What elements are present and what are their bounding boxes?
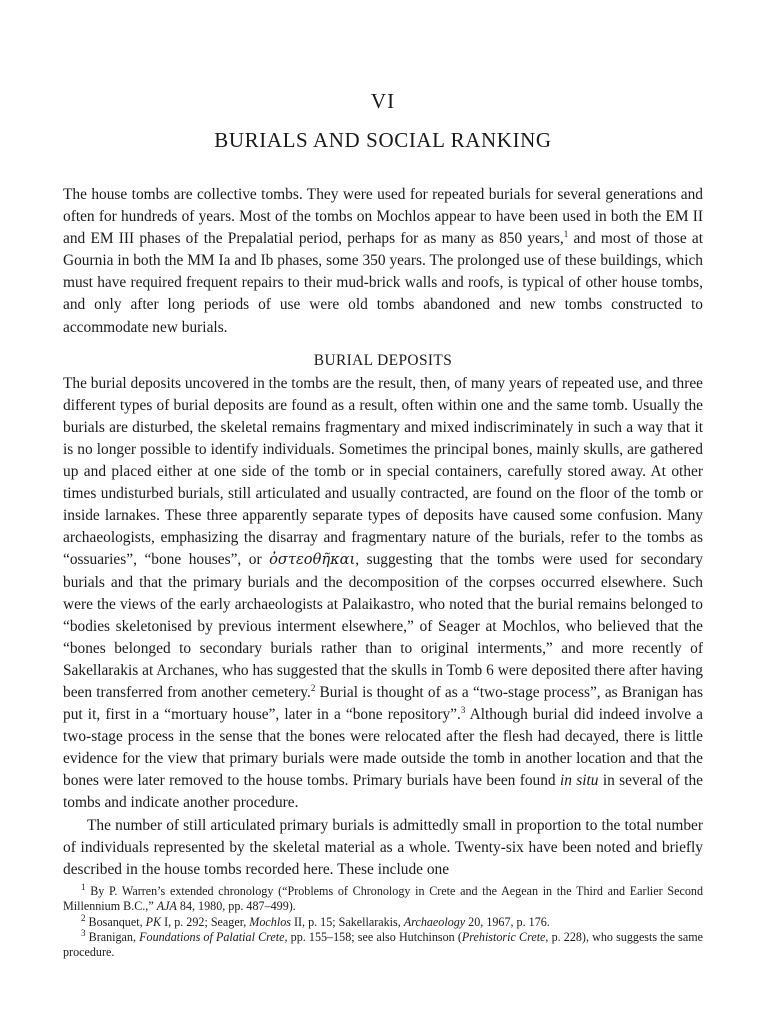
p1-text-e: in several of the tombs and indicate another procedure. bbox=[63, 772, 703, 812]
footnote-2-text-b: I, p. 292; Seager, bbox=[161, 914, 250, 929]
footnote-3 bbox=[63, 930, 703, 961]
footnote-ref-3: 3 bbox=[460, 704, 466, 715]
footnote-2 bbox=[63, 912, 703, 930]
footnote-1-mark: 1 bbox=[81, 881, 86, 892]
page bbox=[63, 0, 703, 961]
footnote-ref-1: 1 bbox=[563, 229, 569, 240]
greek-term: ὀστεοθῆκαι bbox=[269, 551, 356, 569]
p1-text-a: The burial deposits uncovered in the tombs are the result, then, of many years of repeated use, and three different types of burial deposits are found as a result, often within one and the same tomb. Usually the burials are disturbed, the skeletal remains fragmentary and mixed indiscriminately in such a way that it is no longer possible to identify individuals. Sometimes the principal bones, mainly skulls, are gathered up and placed either at one side of the tomb or in special containers, carefully stored away. At other times undisturbed burials, still articulated and usually contracted, are found on the floor of the tomb or inside larnakes. These three apparently separate types of deposits have caused some confusion. Many archaeologists, emphasizing the disarray and fragmentary nature of the burials, refer to the tombs as “ossuaries”, “bone houses”, or bbox=[63, 374, 703, 569]
chapter-number: VI bbox=[370, 89, 396, 113]
footnote-3-italic-2: Prehistoric Crete bbox=[461, 930, 546, 945]
p1-text-c: Burial is thought of as a “two-stage process”, as Branigan has put it, first in a “mortuary house”, later in a “bone repository”. bbox=[63, 683, 703, 724]
footnote-1-text-b: 84, 1980, pp. 487–499). bbox=[176, 899, 296, 914]
footnote-2-italic-2: Mochlos bbox=[249, 914, 291, 929]
footnote-3-italic-1: Foundations of Palatial Crete bbox=[139, 930, 285, 945]
footnote-3-mark: 3 bbox=[81, 928, 86, 938]
footnote-2-italic-3: Archaeology bbox=[403, 914, 466, 929]
footnote-3-text-b: , pp. 155–158; see also Hutchinson ( bbox=[284, 930, 462, 945]
footnote-1-text-a: By P. Warren’s extended chronology (“Problems of Chronology in Crete and the Aegean in the Third and Earlier Second Millennium B.C.,” bbox=[63, 883, 703, 914]
footnote-2-text-a: Bosanquet, bbox=[85, 914, 146, 929]
intro-text-b: and most of those at Gournia in both the MM Ia and Ib phases, some 350 years. The prolonged use of these buildings, which must have required frequent repairs to their mud-brick walls and roofs, is typical of other house tombs, and only after long periods of use were old tombs abandoned and new tombs constructed to accommodate new burials. bbox=[63, 230, 704, 336]
chapter-title: BURIALS AND SOCIAL RANKING bbox=[214, 128, 552, 152]
footnote-2-mark: 2 bbox=[81, 912, 86, 923]
section-heading: BURIAL DEPOSITS bbox=[313, 351, 453, 369]
body-paragraph-1 bbox=[63, 373, 703, 815]
footnote-2-text-c: II, p. 15; Sakellarakis, bbox=[290, 914, 404, 929]
p1-italic-in-situ: in situ bbox=[559, 772, 599, 790]
p1-text-b: , suggesting that the tombs were used for secondary burials and that the primary burials and the decomposition of the corpses occurred elsewhere. Such were the views of the early archaeologists at Palaikastro, who noted that the burial remains belonged to “bodies skeletonised by previous interment elsewhere,” of Seager at Mochlos, who believed that the “bones belonged to secondary burials rather than to original interments,” and more recently of Sakellarakis at Archanes, who has suggested that the skulls in Tomb 6 were deposited there after having been transferred from another cemetery. bbox=[63, 551, 703, 701]
footnote-2-italic-1: PK bbox=[145, 914, 162, 929]
footnote-3-text-c: , p. 228), who suggests the same procedure. bbox=[63, 930, 703, 960]
intro-text-a: The house tombs are collective tombs. They were used for repeated burials for several generations and often for hundreds of years. Most of the tombs on Mochlos appear to have been used in both the EM II and EM III phases of the Prepalatial period, perhaps for as many as 850 years, bbox=[63, 186, 703, 248]
footnotes bbox=[63, 881, 703, 961]
body-paragraph-2: The number of still articulated primary burials is admittedly small in proportion to the total number of individuals represented by the skeletal material as a whole. Twenty-six have been noted and briefly described in the house tombs recorded here. These include one bbox=[63, 816, 703, 878]
footnote-1-italic-1: AJA bbox=[156, 899, 177, 914]
footnote-ref-2: 2 bbox=[310, 682, 316, 693]
footnote-2-text-d: 20, 1967, p. 176. bbox=[465, 914, 550, 929]
p1-text-d: Although burial did indeed involve a two-stage process in the sense that the bones were relocated after the flesh had decayed, there is little evidence for the view that primary burials were made outside the tomb in another location and that the bones were later removed to the house tombs. Primary burials have been found bbox=[63, 706, 703, 790]
footnote-3-text-a: Branigan, bbox=[85, 930, 140, 945]
footnote-1 bbox=[63, 881, 703, 915]
intro-paragraph bbox=[63, 184, 703, 339]
